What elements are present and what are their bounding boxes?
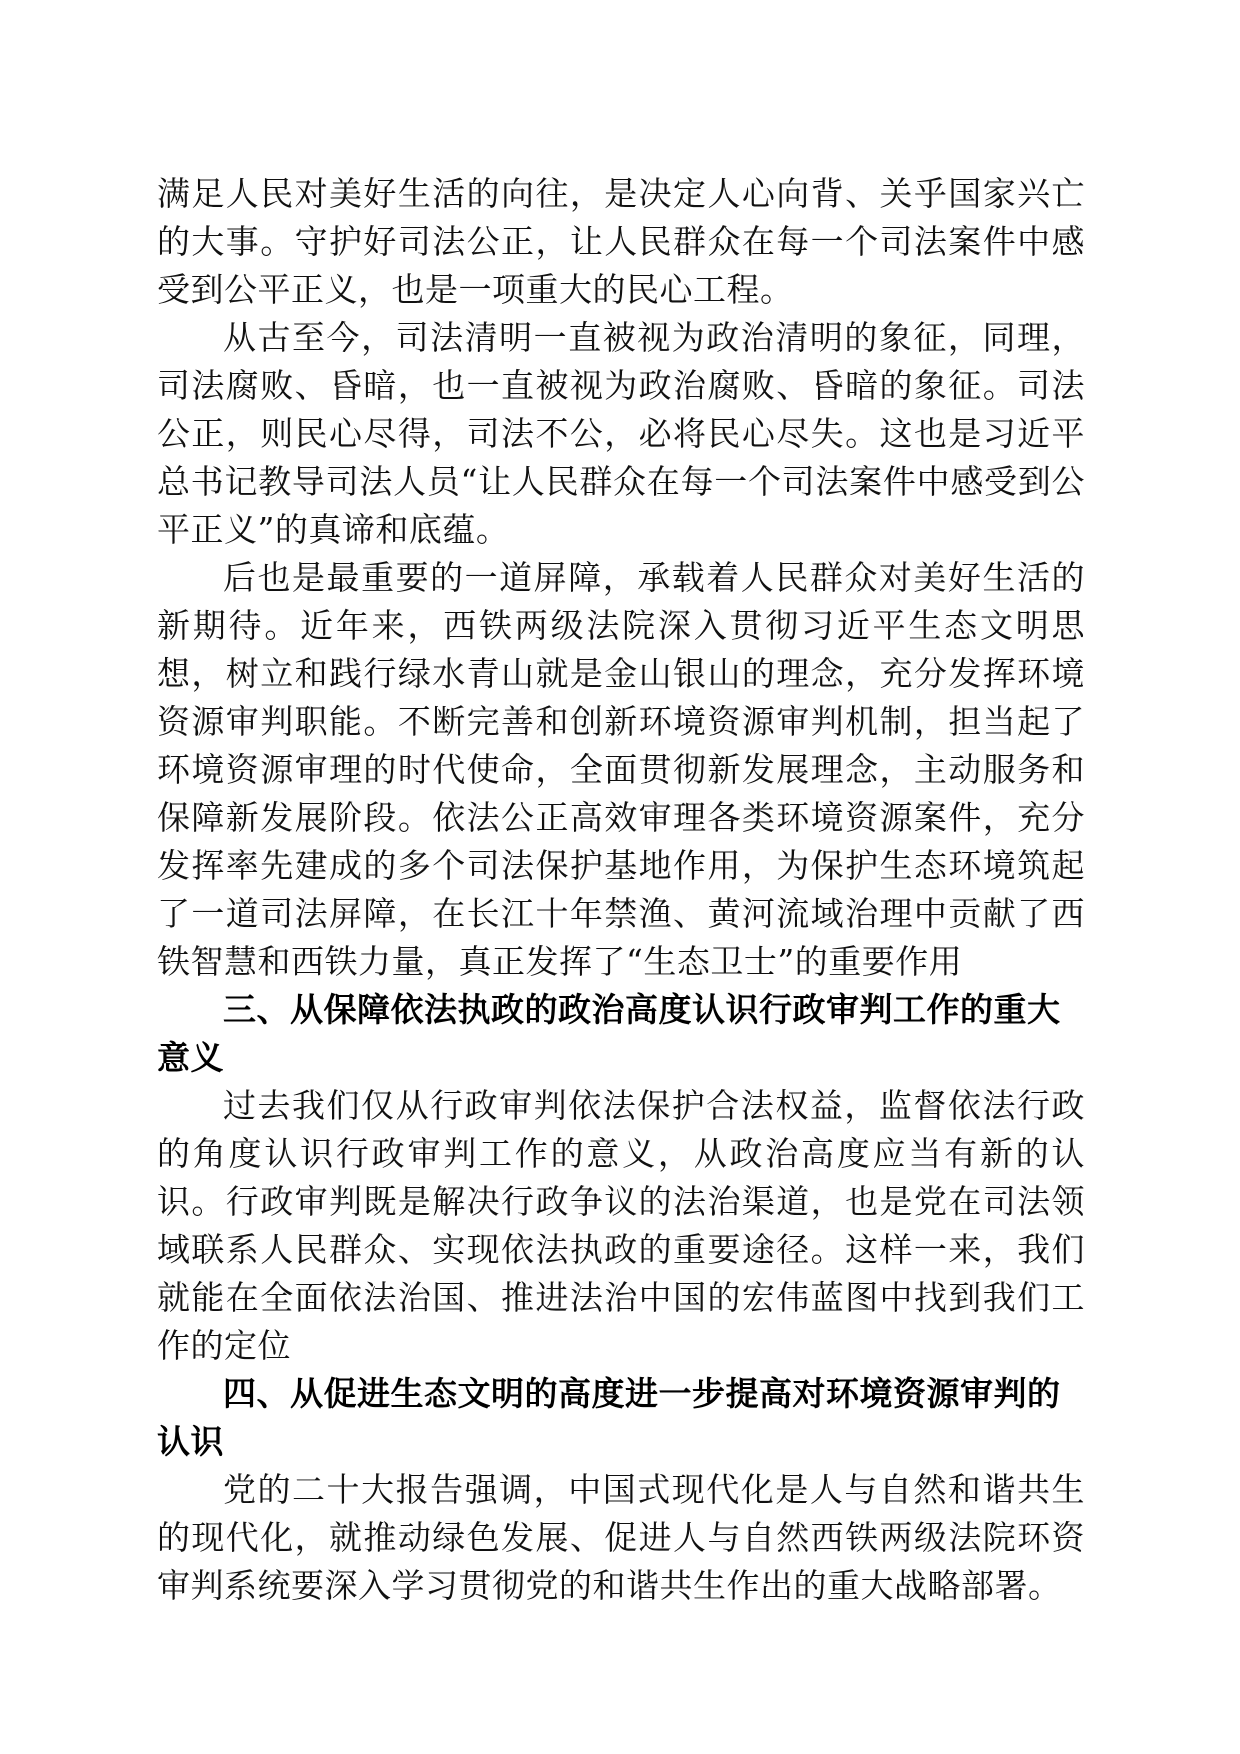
paragraph-administrative-trials: 过去我们仅从行政审判依法保护合法权益，监督依法行政的角度认识行政审判工作的意义，从政治高度应当有新的认识。行政审判既是解决行政争议的法治渠道，也是党在司法领域联系人民群众、实现依法执政的重要途径。这样一来，我们就能在全面依法治国、推进法治中国的宏伟蓝图中找到我们工作的定位 [157, 1086, 1085, 1365]
document-body [157, 170, 1085, 1610]
section-heading-three: 三、从保障依法执政的政治高度认识行政审判工作的重大意义 [157, 990, 1061, 1077]
paragraph-environmental-trials: 后也是最重要的一道屏障，承载着人民群众对美好生活的新期待。近年来，西铁两级法院深入贯彻习近平生态文明思想，树立和践行绿水青山就是金山银山的理念，充分发挥环境资源审判职能。不断完善和创新环境资源审判机制，担当起了环境资源审理的时代使命，全面贯彻新发展理念，主动服务和保障新发展阶段。依法公正高效审理各类环境资源案件，充分发挥率先建成的多个司法保护基地作用，为保护生态环境筑起了一道司法屏障，在长江十年禁渔、黄河流域治理中贡献了西铁智慧和西铁力量，真正发挥了“生态卫士”的重要作用 [157, 558, 1085, 981]
paragraph-people-aspiration: 满足人民对美好生活的向往，是决定人心向背、关乎国家兴亡的大事。守护好司法公正，让人民群众在每一个司法案件中感受到公平正义，也是一项重大的民心工程。 [157, 174, 1085, 309]
paragraph-judicial-clarity: 从古至今，司法清明一直被视为政治清明的象征，同理，司法腐败、昏暗，也一直被视为政治腐败、昏暗的象征。司法公正，则民心尽得，司法不公，必将民心尽失。这也是习近平总书记教导司法人员“让人民群众在每一个司法案件中感受到公平正义”的真谛和底蕴。 [157, 318, 1085, 549]
paragraph-twentieth-congress: 党的二十大报告强调，中国式现代化是人与自然和谐共生的现代化，就推动绿色发展、促进人与自然西铁两级法院环资审判系统要深入学习贯彻党的和谐共生作出的重大战略部署。 [157, 1470, 1085, 1605]
section-heading-four: 四、从促进生态文明的高度进一步提高对环境资源审判的认识 [157, 1374, 1061, 1461]
